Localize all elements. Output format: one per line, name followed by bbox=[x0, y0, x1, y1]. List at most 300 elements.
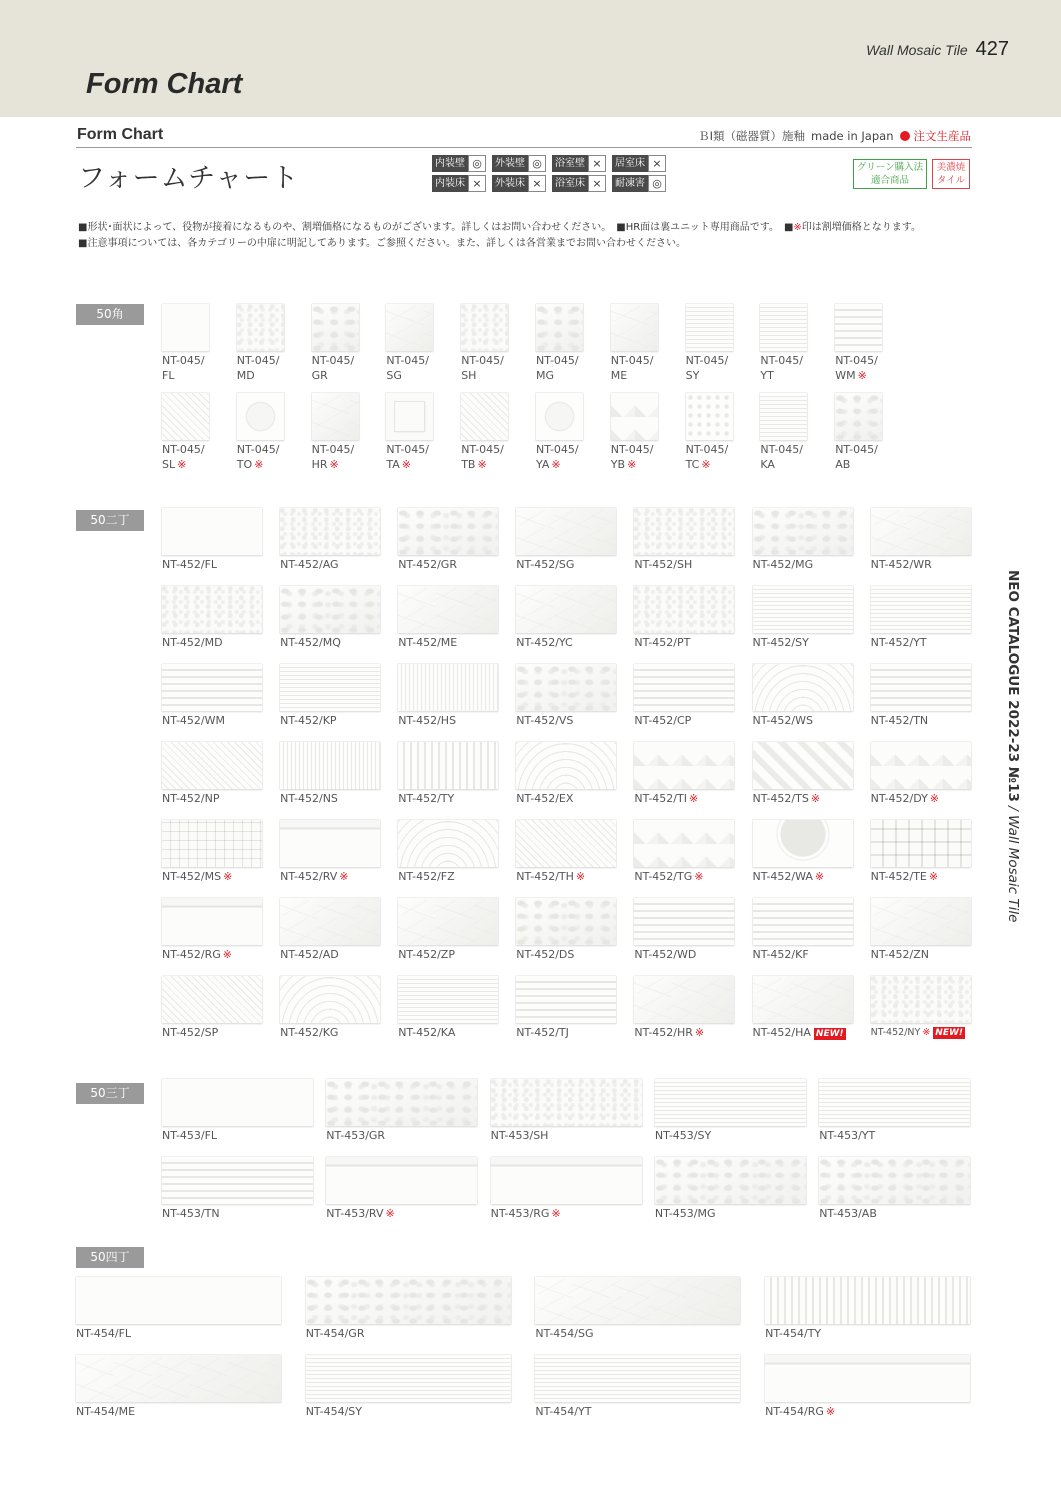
tile-code-label bbox=[162, 713, 225, 728]
tile-subcode: YT bbox=[760, 369, 774, 382]
tile-swatch bbox=[76, 1355, 281, 1402]
tile-swatch bbox=[765, 1355, 970, 1402]
tile-subcode: HR bbox=[311, 458, 328, 471]
tile-swatch bbox=[398, 508, 498, 555]
tile-code: NT-452/TJ bbox=[516, 1026, 569, 1039]
premium-mark: ※ bbox=[551, 1207, 561, 1220]
tile-swatch bbox=[162, 586, 262, 633]
usage-label: 外装床 bbox=[492, 175, 528, 192]
tile-subcode: FL bbox=[162, 369, 175, 382]
tile-code: NT-045/ bbox=[162, 443, 205, 456]
tile-code: NT-452/WS bbox=[752, 714, 813, 727]
tile-swatch bbox=[162, 820, 262, 867]
tile-swatch bbox=[655, 1157, 806, 1204]
tile-code-label bbox=[753, 791, 821, 806]
tile-code-label bbox=[491, 1128, 549, 1143]
tile-swatch bbox=[280, 898, 380, 945]
tile-subcode: YA bbox=[536, 458, 550, 471]
premium-mark: ※ bbox=[857, 369, 867, 382]
page-number: 427 bbox=[975, 38, 1009, 60]
tile-swatch bbox=[306, 1277, 511, 1324]
tile-code: NT-452/TN bbox=[870, 714, 929, 727]
material-info bbox=[698, 128, 971, 144]
tile-subcode: TB bbox=[461, 458, 476, 471]
tile-code-label bbox=[686, 353, 729, 383]
tile-subcode: SY bbox=[685, 369, 700, 382]
tile-code: NT-454/SG bbox=[535, 1327, 594, 1340]
tile-code-label bbox=[398, 1025, 455, 1040]
tile-code-label bbox=[237, 442, 280, 472]
tile-swatch bbox=[871, 586, 971, 633]
tile-code-label bbox=[536, 442, 579, 472]
tile-code: NT-453/RV bbox=[326, 1207, 384, 1220]
tile-code: NT-045/ bbox=[236, 443, 280, 456]
tile-code: NT-453/TN bbox=[162, 1207, 220, 1220]
usage-mark-icon: × bbox=[468, 175, 486, 192]
tile-swatch bbox=[398, 742, 498, 789]
tile-swatch bbox=[760, 393, 807, 440]
tile-swatch bbox=[819, 1157, 970, 1204]
tile-swatch bbox=[634, 898, 734, 945]
tile-swatch bbox=[835, 393, 882, 440]
tile-swatch bbox=[765, 1277, 970, 1324]
origin-label: made in Japan bbox=[811, 129, 894, 143]
tile-swatch bbox=[516, 586, 616, 633]
tile-code-label bbox=[306, 1326, 365, 1341]
tile-code-label bbox=[655, 1206, 716, 1221]
tile-code: NT-452/NY bbox=[870, 1027, 921, 1038]
tile-code: NT-452/YC bbox=[516, 636, 573, 649]
usage-cell bbox=[552, 155, 612, 172]
tile-code-label bbox=[312, 442, 355, 472]
premium-mark: ※ bbox=[254, 458, 264, 471]
tile-code: NT-452/FL bbox=[162, 558, 218, 571]
tile-code-label bbox=[398, 869, 454, 884]
tile-code-label bbox=[819, 1206, 877, 1221]
tile-code: NT-452/VS bbox=[516, 714, 574, 727]
usage-cell bbox=[612, 155, 672, 172]
tile-swatch bbox=[753, 976, 853, 1023]
tile-code: NT-452/FZ bbox=[398, 870, 455, 883]
tile-subcode: SG bbox=[386, 369, 402, 382]
tile-code: NT-453/RG bbox=[490, 1207, 550, 1220]
section-divider bbox=[76, 147, 972, 148]
premium-mark: ※ bbox=[329, 458, 339, 471]
tile-code: NT-452/KA bbox=[398, 1026, 456, 1039]
running-title: Wall Mosaic Tile bbox=[866, 42, 968, 58]
tile-code: NT-452/HA bbox=[752, 1026, 811, 1039]
tile-code: NT-452/WA bbox=[752, 870, 813, 883]
tile-swatch bbox=[634, 820, 734, 867]
tile-code: NT-452/DS bbox=[516, 948, 575, 961]
tile-code: NT-045/ bbox=[311, 354, 355, 367]
tile-code-label bbox=[280, 557, 338, 572]
category-tab-50x3: 50三丁 bbox=[76, 1083, 144, 1104]
premium-mark: ※ bbox=[401, 458, 411, 471]
tile-code-label bbox=[280, 791, 338, 806]
usage-label: 内装床 bbox=[432, 175, 468, 192]
tile-swatch bbox=[280, 508, 380, 555]
premium-mark: ※ bbox=[627, 458, 637, 471]
tile-swatch bbox=[76, 1277, 281, 1324]
tile-swatch bbox=[516, 508, 616, 555]
premium-mark: ※ bbox=[810, 792, 821, 805]
tile-code: NT-452/MQ bbox=[280, 636, 341, 649]
tile-code-label bbox=[516, 635, 572, 650]
tile-code: NT-452/KG bbox=[280, 1026, 339, 1039]
tile-code-label bbox=[398, 713, 456, 728]
tile-swatch bbox=[162, 508, 262, 555]
tile-subcode: MD bbox=[236, 369, 255, 382]
tile-code-label bbox=[280, 635, 341, 650]
premium-mark: ※ bbox=[223, 870, 233, 883]
tile-code: NT-045/ bbox=[311, 443, 355, 456]
note-line-1: ■形状･面状によって、役物が接着になるものや、割増価格になるものがございます。詳しくはお問い合わせください。 ■HR面は裏ユニット専用商品です。 ■※印は割増価格となります。 bbox=[78, 222, 922, 233]
usage-mark-icon: ◎ bbox=[468, 155, 486, 172]
tile-swatch bbox=[871, 508, 971, 555]
tile-subcode: TC bbox=[685, 458, 700, 471]
premium-mark: ※ bbox=[575, 870, 586, 883]
tile-code-label bbox=[871, 713, 929, 728]
usage-cell bbox=[432, 175, 492, 192]
tile-code: NT-045/ bbox=[536, 354, 579, 367]
tile-swatch bbox=[655, 1079, 806, 1126]
tile-code-label bbox=[76, 1326, 131, 1341]
tile-code-label bbox=[634, 869, 703, 884]
tile-code: NT-453/AB bbox=[819, 1207, 877, 1220]
tile-code: NT-452/RV bbox=[280, 870, 338, 883]
tile-code: NT-452/GR bbox=[398, 558, 457, 571]
tile-swatch bbox=[634, 508, 734, 555]
tile-code-label bbox=[655, 1128, 711, 1143]
tile-code: NT-452/WM bbox=[162, 714, 225, 727]
usage-cell bbox=[612, 175, 672, 192]
tile-code-label bbox=[686, 442, 729, 472]
tile-swatch bbox=[237, 304, 284, 351]
tile-code-label bbox=[162, 1025, 218, 1040]
tile-code: NT-452/ME bbox=[398, 636, 458, 649]
tile-code-label bbox=[76, 1404, 135, 1419]
tile-swatch bbox=[491, 1079, 642, 1126]
tile-subcode: SH bbox=[461, 369, 477, 382]
premium-mark: ※ bbox=[929, 792, 940, 805]
tile-swatch bbox=[461, 304, 508, 351]
tile-code-label bbox=[516, 1025, 569, 1040]
usage-label: 外装壁 bbox=[492, 155, 528, 172]
tile-swatch bbox=[162, 393, 209, 440]
tile-code-label bbox=[871, 791, 939, 806]
tile-subcode: TO bbox=[236, 458, 253, 471]
tile-subcode: WM bbox=[835, 369, 856, 382]
tile-swatch bbox=[871, 664, 971, 711]
tile-code: NT-452/SY bbox=[752, 636, 809, 649]
tile-code-label bbox=[516, 947, 574, 962]
tile-swatch bbox=[516, 898, 616, 945]
premium-mark: ※ bbox=[222, 948, 232, 961]
tile-swatch bbox=[162, 742, 262, 789]
tile-swatch bbox=[280, 820, 380, 867]
tile-code: NT-454/GR bbox=[305, 1327, 365, 1340]
tile-subcode: KA bbox=[760, 458, 775, 471]
tile-code-label bbox=[386, 353, 429, 383]
tile-code: NT-452/NS bbox=[280, 792, 338, 805]
tile-code: NT-452/TI bbox=[634, 792, 687, 805]
tile-code: NT-452/TG bbox=[634, 870, 693, 883]
tile-swatch bbox=[398, 664, 498, 711]
tile-code-label bbox=[753, 869, 825, 884]
category-tab-50x4: 50四丁 bbox=[76, 1247, 144, 1268]
tile-code-label bbox=[634, 1025, 704, 1040]
premium-mark: ※ bbox=[694, 870, 704, 883]
tile-code: NT-453/GR bbox=[326, 1129, 386, 1142]
tile-swatch bbox=[871, 976, 971, 1023]
tile-code-label bbox=[312, 353, 355, 383]
tile-swatch bbox=[753, 508, 853, 555]
tile-subcode: YB bbox=[610, 458, 626, 471]
tile-swatch bbox=[162, 1157, 313, 1204]
tile-swatch bbox=[634, 742, 734, 789]
tile-swatch bbox=[162, 898, 262, 945]
tile-code: NT-045/ bbox=[685, 354, 729, 367]
tile-code-label bbox=[871, 1025, 965, 1040]
tile-swatch bbox=[280, 742, 380, 789]
tile-code-label bbox=[760, 442, 803, 472]
tile-code: NT-452/MG bbox=[752, 558, 814, 571]
tile-code: NT-045/ bbox=[835, 354, 878, 367]
tile-code-label bbox=[871, 635, 927, 650]
usage-cell bbox=[552, 175, 612, 192]
tile-code-label bbox=[634, 557, 692, 572]
tile-code: NT-452/YT bbox=[870, 636, 927, 649]
tile-swatch bbox=[536, 393, 583, 440]
tile-code-label bbox=[634, 713, 691, 728]
tile-code-label bbox=[634, 947, 696, 962]
tile-swatch bbox=[461, 393, 508, 440]
tile-swatch bbox=[516, 976, 616, 1023]
tile-code: NT-045/ bbox=[386, 443, 429, 456]
tile-code: NT-452/ZP bbox=[398, 948, 455, 961]
premium-mark: ※ bbox=[177, 458, 187, 471]
premium-mark: ※ bbox=[694, 1026, 705, 1039]
tile-code: NT-453/YT bbox=[819, 1129, 876, 1142]
tile-code-label bbox=[162, 635, 223, 650]
tile-swatch bbox=[280, 664, 380, 711]
tile-code: NT-452/HR bbox=[634, 1026, 693, 1039]
tile-code-label bbox=[765, 1404, 835, 1419]
tile-code-label bbox=[516, 869, 585, 884]
tile-swatch bbox=[516, 742, 616, 789]
tile-code: NT-452/TH bbox=[516, 870, 574, 883]
tile-swatch bbox=[536, 304, 583, 351]
tile-code-label bbox=[819, 1128, 875, 1143]
tile-code: NT-452/PT bbox=[634, 636, 691, 649]
tile-code-label bbox=[326, 1128, 385, 1143]
tile-code: NT-452/TE bbox=[870, 870, 927, 883]
usage-mark-icon: ◎ bbox=[528, 155, 546, 172]
usage-label: 浴室壁 bbox=[552, 155, 588, 172]
tile-swatch bbox=[162, 976, 262, 1023]
tile-code-label bbox=[535, 1404, 591, 1419]
mino-ware-badge: 美濃焼 タイル bbox=[932, 159, 970, 189]
tile-code: NT-454/SY bbox=[305, 1405, 362, 1418]
usage-label: 耐凍害 bbox=[612, 175, 648, 192]
tile-code-label bbox=[237, 353, 280, 383]
premium-mark: ※ bbox=[814, 870, 825, 883]
tile-code: NT-453/SY bbox=[654, 1129, 712, 1142]
tile-swatch bbox=[280, 586, 380, 633]
tile-code: NT-453/FL bbox=[162, 1129, 218, 1142]
tile-swatch bbox=[753, 664, 853, 711]
tile-code: NT-045/ bbox=[536, 443, 579, 456]
tile-code-label bbox=[760, 353, 803, 383]
usage-label: 内装壁 bbox=[432, 155, 468, 172]
tile-code-label bbox=[835, 442, 878, 472]
usage-mark-icon: × bbox=[588, 175, 606, 192]
tile-code: NT-453/SH bbox=[490, 1129, 549, 1142]
order-made-label: 注文生産品 bbox=[900, 128, 972, 144]
tile-code-label bbox=[536, 353, 579, 383]
tile-swatch bbox=[516, 820, 616, 867]
tile-code-label bbox=[753, 557, 814, 572]
tile-swatch bbox=[280, 976, 380, 1023]
tile-code: NT-045/ bbox=[835, 443, 878, 456]
tile-code: NT-045/ bbox=[685, 443, 729, 456]
tile-code-label bbox=[516, 713, 573, 728]
tile-subcode: ME bbox=[610, 369, 628, 382]
tile-code-label bbox=[162, 442, 205, 472]
tile-code: NT-452/CP bbox=[634, 714, 692, 727]
running-header bbox=[866, 38, 1009, 61]
tile-code: NT-452/KF bbox=[752, 948, 809, 961]
tile-code: NT-452/WD bbox=[634, 948, 697, 961]
tile-swatch bbox=[835, 304, 882, 351]
tile-swatch bbox=[398, 898, 498, 945]
tile-code: NT-454/TY bbox=[765, 1327, 822, 1340]
category-tab-50x2: 50二丁 bbox=[76, 510, 144, 531]
tile-swatch bbox=[398, 820, 498, 867]
tile-swatch bbox=[326, 1079, 477, 1126]
tile-code: NT-452/SG bbox=[516, 558, 575, 571]
tile-swatch bbox=[162, 1079, 313, 1126]
premium-mark: ※ bbox=[825, 1405, 836, 1418]
tile-code: NT-452/HS bbox=[398, 714, 457, 727]
tile-code-label bbox=[516, 557, 574, 572]
tile-code-label bbox=[835, 353, 878, 383]
tile-code: NT-045/ bbox=[461, 443, 504, 456]
tile-code-label bbox=[753, 635, 809, 650]
tile-code: NT-045/ bbox=[760, 354, 803, 367]
tile-swatch bbox=[686, 304, 733, 351]
tile-code: NT-454/YT bbox=[535, 1405, 592, 1418]
tile-code-label bbox=[398, 947, 455, 962]
tile-code-label bbox=[611, 442, 654, 472]
tile-code: NT-045/ bbox=[386, 354, 429, 367]
tile-swatch bbox=[386, 304, 433, 351]
tile-code-label bbox=[634, 791, 698, 806]
tile-swatch bbox=[312, 304, 359, 351]
tile-subcode: MG bbox=[536, 369, 555, 382]
tile-code-label bbox=[611, 353, 654, 383]
usage-mark-icon: × bbox=[528, 175, 546, 192]
tile-code: NT-454/RG bbox=[765, 1405, 824, 1418]
tile-code-label bbox=[280, 947, 339, 962]
tile-code: NT-452/MS bbox=[162, 870, 222, 883]
tile-code: NT-452/AG bbox=[280, 558, 339, 571]
tile-code: NT-045/ bbox=[610, 443, 654, 456]
tile-swatch bbox=[871, 820, 971, 867]
tile-swatch bbox=[326, 1157, 477, 1204]
new-badge: NEW! bbox=[815, 1029, 844, 1039]
tile-swatch bbox=[312, 393, 359, 440]
usage-cell bbox=[492, 175, 552, 192]
tile-swatch bbox=[535, 1355, 740, 1402]
tile-code-label bbox=[162, 791, 219, 806]
tile-subcode: AB bbox=[835, 458, 851, 471]
tile-swatch bbox=[535, 1277, 740, 1324]
tile-swatch bbox=[753, 820, 853, 867]
tile-code-label bbox=[162, 869, 232, 884]
tile-code-label bbox=[753, 947, 809, 962]
tile-code: NT-452/SH bbox=[634, 558, 693, 571]
tile-code-label bbox=[535, 1326, 593, 1341]
usage-label: 居室床 bbox=[612, 155, 648, 172]
tile-code-label bbox=[753, 1025, 846, 1040]
usage-mark-icon: × bbox=[588, 155, 606, 172]
tile-code: NT-452/WR bbox=[870, 558, 932, 571]
tile-code: NT-454/ME bbox=[76, 1405, 136, 1418]
tile-swatch bbox=[398, 976, 498, 1023]
page-title: Form Chart bbox=[86, 68, 243, 100]
tile-code: NT-452/RG bbox=[162, 948, 221, 961]
usage-matrix bbox=[432, 155, 672, 192]
tile-swatch bbox=[753, 742, 853, 789]
tile-code: NT-452/TY bbox=[398, 792, 455, 805]
tile-code-label bbox=[634, 635, 690, 650]
tile-code-label bbox=[871, 947, 929, 962]
tile-code-label bbox=[280, 869, 348, 884]
tile-code: NT-045/ bbox=[610, 354, 654, 367]
tile-subcode: TA bbox=[386, 458, 400, 471]
tile-swatch bbox=[686, 393, 733, 440]
tile-code: NT-045/ bbox=[760, 443, 803, 456]
tile-swatch bbox=[634, 664, 734, 711]
tile-code-label bbox=[871, 557, 932, 572]
tile-swatch bbox=[611, 304, 658, 351]
tile-swatch bbox=[162, 664, 262, 711]
usage-cell bbox=[492, 155, 552, 172]
tile-code: NT-045/ bbox=[236, 354, 280, 367]
tile-code-label bbox=[162, 353, 205, 383]
tile-swatch bbox=[753, 586, 853, 633]
tile-code-label bbox=[326, 1206, 394, 1221]
side-catalogue-title: NEO CATALOGUE 2022-23 №13 / Wall Mosaic Tile bbox=[1005, 570, 1021, 923]
tile-code: NT-454/FL bbox=[76, 1327, 132, 1340]
tile-code: NT-452/MD bbox=[162, 636, 223, 649]
tile-code: NT-452/ZN bbox=[870, 948, 929, 961]
tile-code-label bbox=[306, 1404, 362, 1419]
category-tab-50sq: 50角 bbox=[76, 304, 144, 325]
tile-code-label bbox=[765, 1326, 821, 1341]
tile-code: NT-453/MG bbox=[654, 1207, 716, 1220]
tile-code-label bbox=[398, 791, 454, 806]
tile-swatch bbox=[871, 898, 971, 945]
tile-swatch bbox=[819, 1079, 970, 1126]
tile-code-label bbox=[398, 635, 457, 650]
tile-swatch bbox=[760, 304, 807, 351]
tile-code-label bbox=[491, 1206, 561, 1221]
premium-mark: ※ bbox=[688, 792, 699, 805]
tile-swatch bbox=[491, 1157, 642, 1204]
